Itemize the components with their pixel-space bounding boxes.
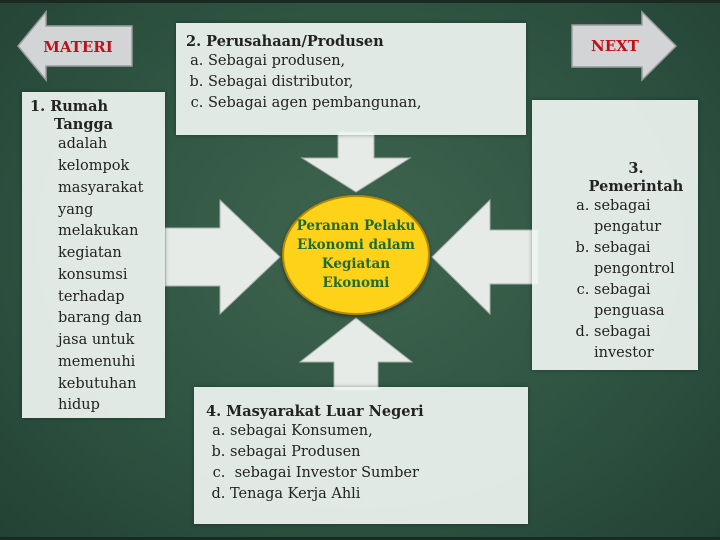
center-text xyxy=(294,217,418,293)
arrow-up-icon xyxy=(300,318,412,390)
center-ellipse xyxy=(282,195,430,315)
household-number: 1. xyxy=(30,98,46,115)
company-list xyxy=(186,51,518,114)
materi-button-label[interactable]: MATERI xyxy=(43,38,113,56)
foreign-list xyxy=(206,421,520,505)
foreign-item: d. Tenaga Kerja Ahli xyxy=(230,484,520,505)
company-title: 2. Perusahaan/Produsen xyxy=(186,33,384,50)
household-panel xyxy=(22,92,165,418)
foreign-item: c. sebagai Investor Sumber xyxy=(230,463,520,484)
company-item: c. Sebagai agen pembangunan, xyxy=(208,93,518,114)
company-item: a. Sebagai produsen, xyxy=(208,51,518,72)
center-line1: Peranan Pelaku xyxy=(296,218,416,235)
arrow-right-icon xyxy=(165,200,280,314)
company-item: b. Sebagai distributor, xyxy=(208,72,518,93)
government-title: 3. Pemerintah xyxy=(588,160,684,196)
household-description: adalah kelompok masyarakat yang melakukan kegiatan konsumsi terhadap barang dan jasa untuk memenuhi kebutuhan hidup xyxy=(58,136,144,414)
center-line2: Ekonomi dalam xyxy=(297,237,415,254)
foreign-item: b. sebagai Produsen xyxy=(230,442,520,463)
government-item: d. sebagai investor xyxy=(594,322,690,364)
government-panel xyxy=(532,100,698,370)
foreign-title: 4. Masyarakat Luar Negeri xyxy=(206,403,424,420)
arrow-down-icon xyxy=(302,132,410,192)
foreign-panel xyxy=(194,387,528,524)
arrow-left-icon xyxy=(432,200,538,314)
household-title-line2: Tangga xyxy=(54,116,114,134)
next-button-label[interactable]: NEXT xyxy=(591,37,639,55)
foreign-item: a. sebagai Konsumen, xyxy=(230,421,520,442)
government-item: a. sebagai pengatur xyxy=(594,196,690,238)
household-title-line1: Rumah xyxy=(50,98,109,115)
government-item: c. sebagai penguasa xyxy=(594,280,690,322)
center-line3: Kegiatan Ekonomi xyxy=(321,256,391,291)
government-item: b. sebagai pengontrol xyxy=(594,238,690,280)
company-panel xyxy=(176,23,526,135)
government-list xyxy=(562,196,690,364)
household-title xyxy=(30,98,161,134)
